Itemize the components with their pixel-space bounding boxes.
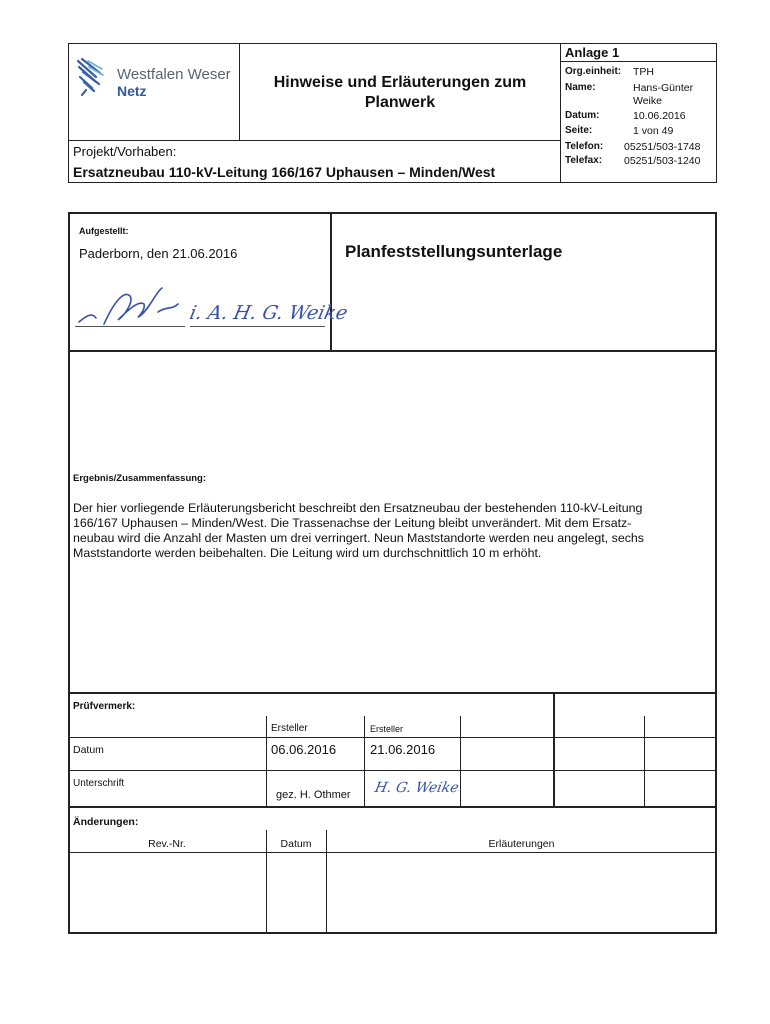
meta-label-name: Name: [565,82,596,93]
review-date-2: 21.06.2016 [370,742,436,757]
meta-value-fax: 05251/503-1240 [624,155,701,167]
summary-line-1: Der hier vorliegende Erläuterungsbericht beschreibt den Ersatzneubau der bestehenden 110-kV-Leitung [73,501,643,515]
logo-subname: Netz [117,83,147,99]
document-title-line2: Planwerk [364,94,436,111]
meta-label-phone: Telefon: [565,141,604,152]
document-type-title: Planfeststellungsunterlage [345,242,563,261]
annex-label: Anlage 1 [565,45,620,60]
feather-logo-icon [74,55,108,97]
review-signature-2: H. G. Weike [373,780,461,796]
review-col-author-1: Ersteller [271,723,308,734]
summary-line-4: Maststandorte werden beibehalten. Die Leitung wird um durchschnittlich 10 m erhöht. [73,546,542,560]
summary-label: Ergebnis/Zusammenfassung: [73,473,207,484]
summary-line-3: neubau wird die Anzahl der Masten um drei verringert. Neun Maststandorte werden neu angelegt, sechs [73,531,644,545]
changes-col-rev: Rev.-Nr. [148,838,186,850]
project-title: Ersatzneubau 110-kV-Leitung 166/167 Uphausen – Minden/West [73,164,496,180]
review-date-1: 06.06.2016 [271,742,337,757]
approval-label: Aufgestellt: [79,226,129,236]
review-label: Prüfvermerk: [73,701,136,712]
meta-label-date: Datum: [565,110,600,121]
signature-scribble [74,282,184,332]
document-title-line1: Hinweise und Erläuterungen zum [273,74,527,91]
meta-value-date: 10.06.2016 [633,110,686,122]
meta-value-org: TPH [633,66,654,78]
meta-value-name: Hans-Günter Weike [633,82,694,107]
approval-place-date: Paderborn, den 21.06.2016 [79,246,238,261]
review-row-signature: Unterschrift [73,778,125,789]
logo-name: Westfalen Weser [117,66,231,83]
signature-text: i. A. H. G. Weike [187,302,350,324]
review-row-date: Datum [73,744,104,756]
meta-value-page: 1 von 49 [633,125,674,137]
summary-line-2: 166/167 Uphausen – Minden/West. Die Trassenachse der Leitung bleibt unverändert. Mit dem Ersatz- [73,516,632,530]
meta-label-fax: Telefax: [565,155,603,166]
meta-label-page: Seite: [565,125,593,136]
review-signature-1: gez. H. Othmer [276,789,351,801]
review-col-author-2: Ersteller [370,724,404,734]
meta-label-org: Org.einheit: [565,66,622,77]
changes-label: Änderungen: [73,816,139,828]
header-frame [68,43,717,183]
meta-value-phone: 05251/503-1748 [624,141,701,153]
project-label: Projekt/Vorhaben: [73,144,177,159]
changes-col-date: Datum [280,838,312,850]
changes-col-notes: Erläuterungen [488,838,555,850]
